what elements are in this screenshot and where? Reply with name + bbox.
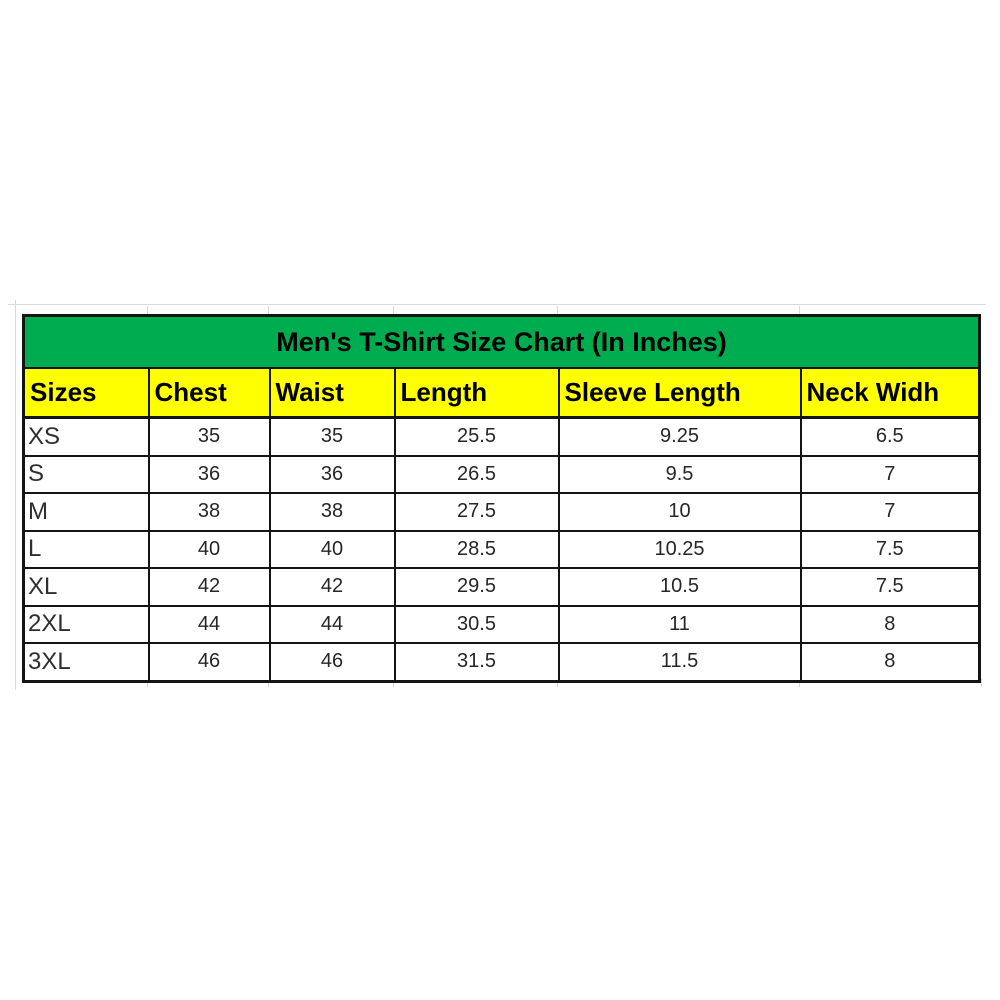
size-cell: 2XL: [24, 606, 149, 644]
header-cell-sizes: Sizes: [24, 368, 149, 418]
value-cell: 42: [149, 568, 270, 606]
value-cell: 35: [270, 418, 395, 456]
value-cell: 38: [270, 493, 395, 531]
value-cell: 30.5: [395, 606, 559, 644]
value-cell: 46: [149, 643, 270, 681]
value-cell: 40: [270, 531, 395, 569]
value-cell: 10: [559, 493, 801, 531]
gridline: [15, 300, 16, 690]
value-cell: 7.5: [801, 568, 980, 606]
value-cell: 46: [270, 643, 395, 681]
value-cell: 35: [149, 418, 270, 456]
size-cell: XL: [24, 568, 149, 606]
header-cell-neck-width: Neck Widh: [801, 368, 980, 418]
value-cell: 42: [270, 568, 395, 606]
value-cell: 6.5: [801, 418, 980, 456]
header-cell-length: Length: [395, 368, 559, 418]
value-cell: 36: [270, 456, 395, 494]
gridline: [981, 679, 982, 687]
table-row-l: [24, 531, 980, 569]
value-cell: 11.5: [559, 643, 801, 681]
value-cell: 8: [801, 606, 980, 644]
value-cell: 25.5: [395, 418, 559, 456]
table-row-3xl: [24, 643, 980, 681]
value-cell: 7: [801, 456, 980, 494]
size-cell: S: [24, 456, 149, 494]
size-cell: 3XL: [24, 643, 149, 681]
value-cell: 26.5: [395, 456, 559, 494]
header-cell-chest: Chest: [149, 368, 270, 418]
table-title: Men's T-Shirt Size Chart (In Inches): [24, 316, 980, 369]
value-cell: 38: [149, 493, 270, 531]
value-cell: 44: [270, 606, 395, 644]
value-cell: 7: [801, 493, 980, 531]
gridline: [557, 306, 558, 314]
value-cell: 44: [149, 606, 270, 644]
gridline: [8, 304, 986, 305]
value-cell: 40: [149, 531, 270, 569]
value-cell: 28.5: [395, 531, 559, 569]
gridline: [799, 306, 800, 314]
value-cell: 29.5: [395, 568, 559, 606]
size-cell: M: [24, 493, 149, 531]
value-cell: 10.5: [559, 568, 801, 606]
header-cell-waist: Waist: [270, 368, 395, 418]
gridline: [147, 306, 148, 314]
table-row-2xl: [24, 606, 980, 644]
value-cell: 11: [559, 606, 801, 644]
size-cell: L: [24, 531, 149, 569]
table-title-row: [24, 316, 980, 369]
gridline: [393, 306, 394, 314]
value-cell: 36: [149, 456, 270, 494]
value-cell: 9.25: [559, 418, 801, 456]
size-cell: XS: [24, 418, 149, 456]
table-row-m: [24, 493, 980, 531]
gridline: [268, 306, 269, 314]
value-cell: 8: [801, 643, 980, 681]
value-cell: 9.5: [559, 456, 801, 494]
table-row-xs: [24, 418, 980, 456]
size-chart-table: [22, 314, 981, 683]
table-row-xl: [24, 568, 980, 606]
value-cell: 10.25: [559, 531, 801, 569]
header-cell-sleeve-length: Sleeve Length: [559, 368, 801, 418]
table-row-s: [24, 456, 980, 494]
value-cell: 27.5: [395, 493, 559, 531]
table-header-row: [24, 368, 980, 418]
value-cell: 31.5: [395, 643, 559, 681]
value-cell: 7.5: [801, 531, 980, 569]
